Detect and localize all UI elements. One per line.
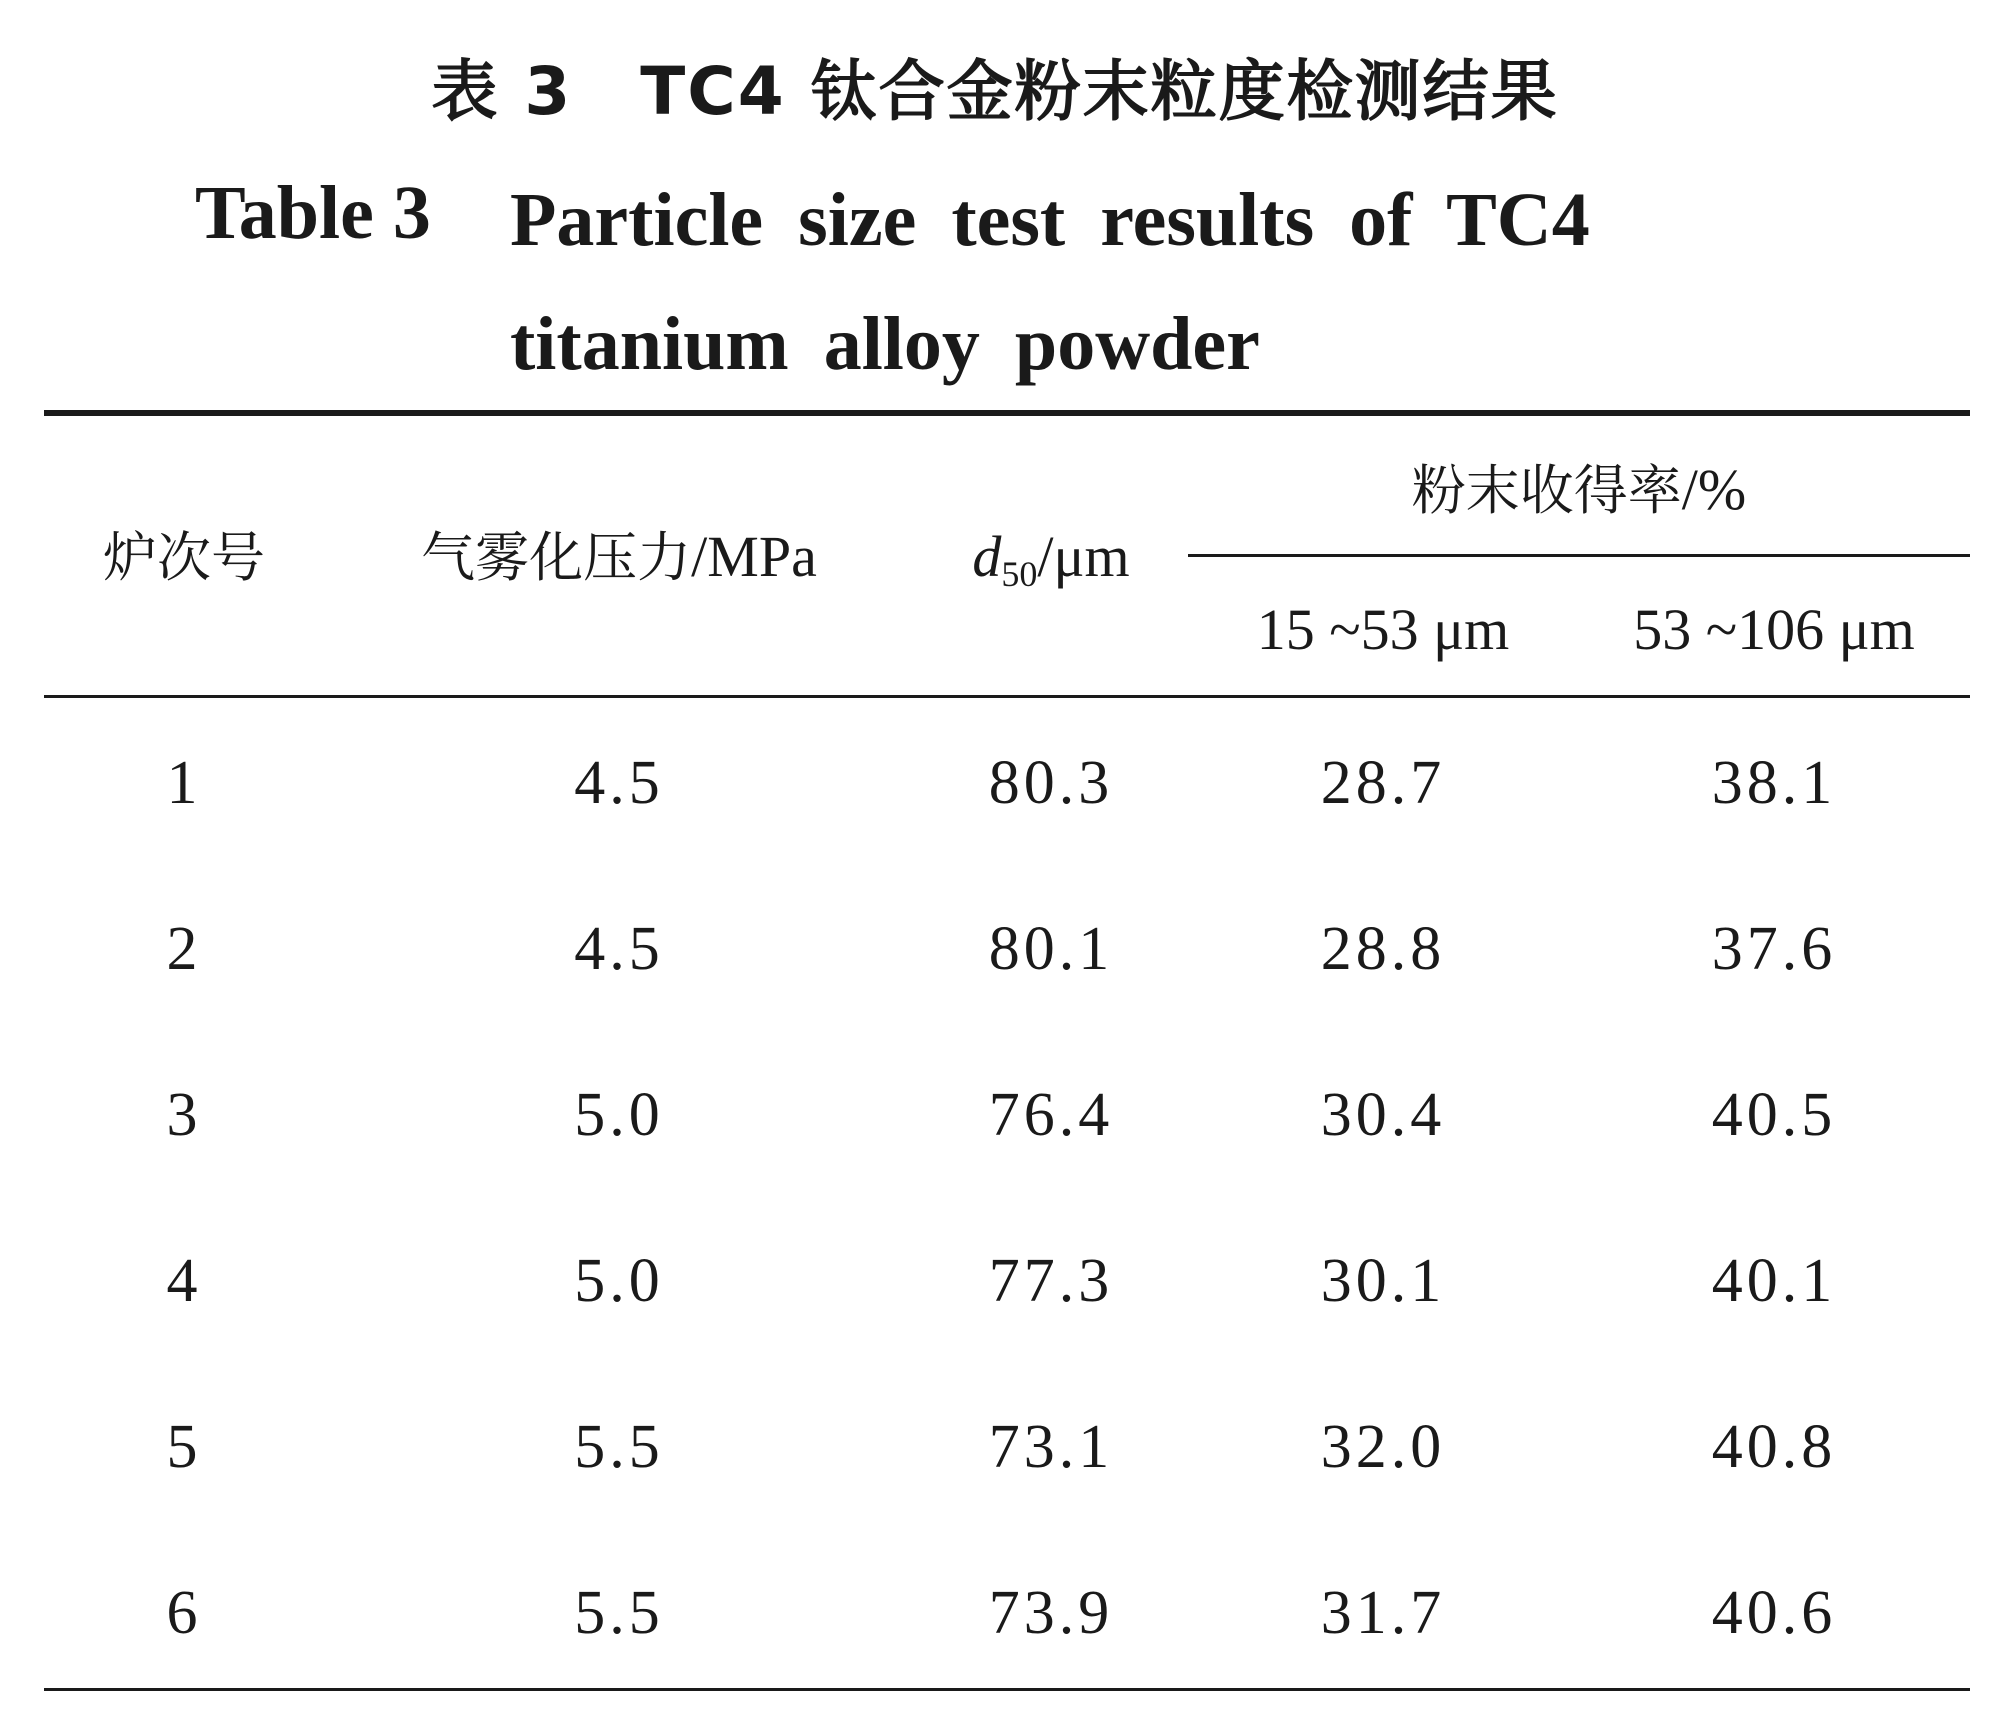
- cell-furnace: 5: [166, 1413, 202, 1481]
- cell-pressure: 5.5: [574, 1579, 664, 1647]
- cell-d50: 77.3: [988, 1247, 1114, 1315]
- table-row: [44, 1213, 1970, 1379]
- cell-furnace: 2: [166, 915, 202, 983]
- cell-furnace: 6: [166, 1579, 202, 1647]
- cell-furnace: 4: [166, 1247, 202, 1315]
- cell-d50: 80.3: [988, 749, 1114, 817]
- header-sub-rule: [1188, 554, 1970, 557]
- header-yield: [1188, 455, 1970, 526]
- header-furnace: [44, 522, 324, 593]
- cell-pressure: 5.0: [574, 1247, 664, 1315]
- cell-d50: 73.9: [988, 1579, 1114, 1647]
- header-bottom-rule: [44, 695, 1970, 698]
- header-yield-unit: /%: [1681, 457, 1747, 522]
- cell-yield-53-106: 40.8: [1711, 1413, 1837, 1481]
- cell-pressure: 4.5: [574, 749, 664, 817]
- cell-furnace: 3: [166, 1081, 202, 1149]
- cell-pressure: 4.5: [574, 915, 664, 983]
- header-d50: [914, 522, 1188, 609]
- header-range-53-106: 53 ~106 μm: [1633, 597, 1915, 662]
- table-row: [44, 1545, 1970, 1711]
- cell-d50: 76.4: [988, 1081, 1114, 1149]
- top-rule: [44, 410, 1970, 416]
- cell-yield-15-53: 31.7: [1320, 1579, 1446, 1647]
- header-pressure-label: 气雾化压力: [421, 526, 692, 589]
- table-body: [44, 715, 1970, 1711]
- cell-yield-15-53: 30.1: [1320, 1247, 1446, 1315]
- cell-yield-15-53: 28.8: [1320, 915, 1446, 983]
- header-yield-label: 粉末收得率: [1411, 459, 1682, 522]
- cell-d50: 73.1: [988, 1413, 1114, 1481]
- bottom-rule: [44, 1688, 1970, 1691]
- cell-yield-53-106: 40.5: [1711, 1081, 1837, 1149]
- cell-yield-15-53: 30.4: [1320, 1081, 1446, 1149]
- cell-yield-53-106: 37.6: [1711, 915, 1837, 983]
- header-pressure: [324, 522, 914, 593]
- header-d50-unit: /μm: [1037, 524, 1130, 589]
- cell-d50: 80.1: [988, 915, 1114, 983]
- header-pressure-unit: /MPa: [691, 524, 817, 589]
- header-d50-symbol: d: [972, 524, 1002, 589]
- table-title-en-label: Table 3: [195, 171, 431, 255]
- cell-yield-53-106: 40.1: [1711, 1247, 1837, 1315]
- table-title-en-text: Particle size test results of TC4 titanium alloy powder: [510, 178, 1590, 386]
- header-furnace-label: 炉次号: [103, 526, 265, 589]
- cell-pressure: 5.5: [574, 1413, 664, 1481]
- cell-yield-15-53: 28.7: [1320, 749, 1446, 817]
- cell-yield-15-53: 32.0: [1320, 1413, 1446, 1481]
- table-row: [44, 881, 1970, 1047]
- header-d50-subscript: 50: [1001, 554, 1038, 594]
- table-row: [44, 1379, 1970, 1545]
- cell-pressure: 5.0: [574, 1081, 664, 1149]
- cell-furnace: 1: [166, 749, 202, 817]
- table-title-cn: 表 3 TC4 钛合金粉末粒度检测结果: [431, 53, 1559, 130]
- cell-yield-53-106: 40.6: [1711, 1579, 1837, 1647]
- header-range-15-53: 15 ~53 μm: [1256, 597, 1510, 662]
- cell-yield-53-106: 38.1: [1711, 749, 1837, 817]
- table-row: [44, 715, 1970, 881]
- table-row: [44, 1047, 1970, 1213]
